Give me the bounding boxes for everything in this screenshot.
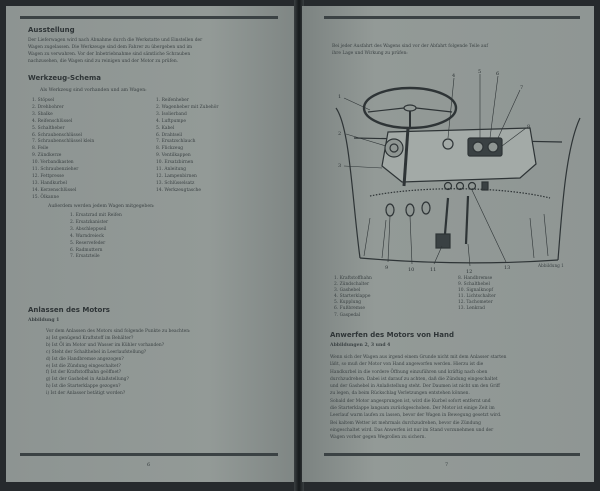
- figure-label: 4: [452, 73, 456, 79]
- extra-list-item: 3. Abschleppseil: [70, 226, 107, 232]
- checklist-item: a) Ist genügend Kraftstoff im Behälter?: [46, 335, 134, 341]
- text-line: Wagen zugelassen. Die Werkzeuge sind dem Fahrer zu übergeben und im: [28, 44, 193, 50]
- tool-list-item: 1. Reifenheber: [156, 98, 189, 103]
- extra-list-item: 6. Radmuttern: [70, 247, 103, 253]
- legend-item: 5. Kupplung: [334, 300, 362, 306]
- extra-items-list: [70, 213, 270, 261]
- extra-list-item: 4. Warndreieck: [70, 233, 104, 239]
- figure-label: 5: [478, 69, 482, 75]
- extra-list-item: 2. Ersatzkanister: [70, 219, 109, 225]
- checklist-item: f) Ist der Kraftstoffhahn geöffnet?: [46, 370, 122, 376]
- tool-list-item: 4. Luftpumpe: [156, 118, 186, 124]
- tool-list-item: 11. Anleitung: [156, 167, 187, 173]
- tool-list-item: 6. Schraubenschlüssel: [32, 132, 82, 138]
- tool-list-item: 12. Fettpresse: [32, 173, 64, 179]
- figure-caption: Abbildung 1: [538, 263, 564, 268]
- text-line: und der Gashebel in Anlaßstellung steht. Der Daumen ist nicht um den Griff: [330, 384, 500, 390]
- checklist-item: e) Ist die Zündung eingeschaltet?: [46, 363, 121, 369]
- figure-label: 11: [430, 267, 437, 273]
- tool-list-item: 5. Kabel: [156, 125, 175, 131]
- werkzeug-intro: Als Werkzeug sind vorhanden und am Wagen:: [40, 88, 147, 93]
- checklist-item: d) Ist die Handbremse angezogen?: [46, 356, 124, 362]
- tool-list-item: 3. Sbalke: [32, 111, 53, 117]
- text-line: Wagen zu verwahren. Vor der Inbetriebnahme sind sämtliche Schrauben: [28, 51, 191, 57]
- legend-item: 13. Lenkrad: [458, 306, 485, 312]
- text-line: Bei kaltem Wetter ist mehrmals durchzudrehen, bevor die Zündung: [330, 420, 481, 426]
- section-title-werkzeug: Werkzeug-Schema: [28, 74, 101, 82]
- tool-list-item: 10. Verbandkasten: [32, 160, 74, 166]
- section-anlassen-checklist: [46, 329, 276, 398]
- section-title-anwerfen: Anwerfen des Motors von Hand: [330, 331, 454, 339]
- text-line: Sobald der Motor angesprungen ist, wird die Kurbel sofort entfernt und: [330, 398, 491, 404]
- tool-list-item: 8. Flickzeug: [156, 146, 184, 152]
- extra-list-item: 1. Ersatzrad mit Reifen: [70, 213, 122, 218]
- top-rule: [20, 16, 278, 19]
- extra-list-item: 5. Reservefeder: [70, 240, 106, 246]
- legend-item: 10. Signalknopf: [458, 288, 494, 294]
- tool-list-item: 13. Handkurbel: [32, 180, 67, 186]
- figure-label: 1: [338, 94, 342, 100]
- figure-label: 10: [408, 267, 415, 273]
- legend-item: 8. Handbremse: [458, 276, 493, 281]
- section-anlassen-subtitle: Abbildung 1: [28, 318, 60, 323]
- legend-item: 4. Starterklappe: [334, 294, 371, 300]
- tool-list-item: 2. Drehbohrer: [32, 104, 64, 110]
- tool-list-item: 1. Stöpsel: [32, 98, 55, 103]
- tool-list-item: 9. Zündkerze: [32, 153, 62, 159]
- legend-item: 11. Lichtschalter: [458, 294, 496, 300]
- bottom-rule: [324, 453, 580, 456]
- tool-list-item: 14. Werkzeugtasche: [156, 187, 201, 193]
- section-anwerfen-text: [330, 354, 584, 442]
- checklist-item: g) Ist der Gashebel in Anlaßstellung?: [46, 377, 129, 383]
- text-line: die Starterklappe langsam zurückgeschoben. Der Motor ist einige Zeit im: [330, 406, 495, 412]
- intro-text: [332, 44, 582, 58]
- tool-list-item: 7. Ersatzschlauch: [156, 139, 196, 145]
- tool-list-item: 9. Ventilkappen: [156, 153, 191, 159]
- section-anwerfen-subtitle: Abbildungen 2, 3 und 4: [330, 343, 391, 348]
- extra-items-intro: Außerdem werden jedem Wagen mitgegeben:: [48, 204, 155, 209]
- tool-list-item: 10. Ersatzbirnen: [156, 160, 194, 166]
- dashboard-illustration: [330, 68, 586, 280]
- legend-item: 9. Schalthebel: [458, 282, 490, 288]
- checklist-item: i) Ist der Anlasser betätigt worden?: [46, 391, 126, 397]
- figure-label: 7: [520, 85, 524, 91]
- extra-list-item: 7. Ersatzteile: [70, 254, 100, 260]
- figure-legend-column-1: [334, 276, 454, 319]
- text-line: Handkurbel in die vordere Öffnung einzuführen und kräftig nach oben: [330, 369, 488, 375]
- text-line: nachzusehen, die Wagen sind zu reinigen und der Motor zu prüfen.: [28, 58, 179, 64]
- figure-label: 9: [385, 265, 389, 271]
- tool-list-item: 4. Reifenschlüssel: [32, 118, 73, 124]
- text-line: eingeschaltet wird. Das Anwerfen ist nur im Stand vorzunehmen und der: [330, 427, 494, 433]
- tool-list-item: 7. Schraubenschlüssel klein: [32, 139, 95, 145]
- legend-item: 6. Fußbremse: [334, 306, 365, 312]
- tool-list-column-2: [156, 98, 280, 195]
- text-line: Der Lieferwagen wird nach Abnahme durch die Werkstatte und Einstellen der: [28, 38, 203, 43]
- section-title-anlassen: Anlassen des Motors: [28, 306, 110, 314]
- text-line: Wagen vorher gegen Wegrollen zu sichern.: [330, 435, 426, 441]
- page-number: 6: [147, 462, 151, 468]
- section-title-ausstellung: Ausstellung: [28, 26, 75, 34]
- tool-list-item: 2. Wagenheber mit Zubehör: [156, 104, 219, 110]
- checklist-item: c) Steht der Schalthebel in Leerlaufstellung?: [46, 349, 147, 355]
- legend-item: 7. Gaspedal: [334, 312, 361, 318]
- left-page: [6, 6, 296, 482]
- text-line: zu legen, da beim Rückschlag Verletzungen entstehen können.: [330, 391, 470, 397]
- section-ausstellung-text: [28, 38, 278, 66]
- checklist-item: b) Ist Öl im Motor und Wasser im Kühler vorhanden?: [46, 342, 165, 348]
- text-line: Wenn sich der Wagen aus irgend einem Grunde nicht mit dem Anlasser starten: [330, 355, 507, 360]
- figure-label: 2: [338, 131, 342, 137]
- legend-item: 1. Kraftstoffhahn: [334, 276, 372, 281]
- checklist-item: Vor dem Anlassen des Motors sind folgende Punkte zu beachten:: [46, 329, 191, 334]
- figure-legend-column-2: [458, 276, 578, 313]
- text-line: Leerlauf warm laufen zu lassen, bevor der Wagen in Bewegung gesetzt wird.: [330, 413, 502, 419]
- text-line: durchzudrehen. Dabei ist darauf zu achten, daß die Zündung eingeschaltet: [330, 376, 498, 382]
- page-number: 7: [445, 462, 449, 468]
- legend-item: 3. Gashebel: [334, 288, 361, 294]
- tool-list-item: 15. Ölkanne: [32, 194, 59, 200]
- tool-list-item: 6. Drahtseil: [156, 132, 183, 138]
- text-line: ihre Lage und Wirkung zu prüfen:: [332, 50, 408, 56]
- text-line: Bei jeder Ausfahrt des Wagens sind vor der Abfahrt folgende Teile auf: [332, 44, 489, 49]
- tool-list-item: 5. Schaltheber: [32, 125, 65, 131]
- checklist-item: h) Ist die Starterklappe gezogen?: [46, 384, 121, 390]
- legend-item: 2. Zündschalter: [334, 282, 370, 288]
- figure-label: 8: [527, 124, 531, 130]
- tool-list-item: 13. Schlüsselsatz: [156, 180, 195, 186]
- text-line: läßt, so muß der Motor von Hand angeworfen werden. Hierzu ist die: [330, 362, 484, 368]
- figure-label: 3: [338, 163, 342, 169]
- top-rule: [324, 16, 580, 19]
- tool-list-item: 11. Schraubenzieher: [32, 167, 79, 173]
- tool-list-item: 14. Kerzenschlüssel: [32, 187, 77, 193]
- figure-label: 12: [466, 269, 473, 275]
- tool-list-item: 12. Lampenbirnen: [156, 173, 197, 179]
- figure-label: 13: [504, 265, 511, 271]
- figure-label: 6: [496, 71, 500, 77]
- right-page: [302, 6, 594, 482]
- legend-item: 12. Tachometer: [458, 300, 493, 306]
- tool-list-column-1: [32, 98, 152, 202]
- tool-list-item: 3. Isolierband: [156, 111, 187, 117]
- tool-list-item: 8. Feile: [32, 146, 49, 152]
- bottom-rule: [20, 453, 278, 456]
